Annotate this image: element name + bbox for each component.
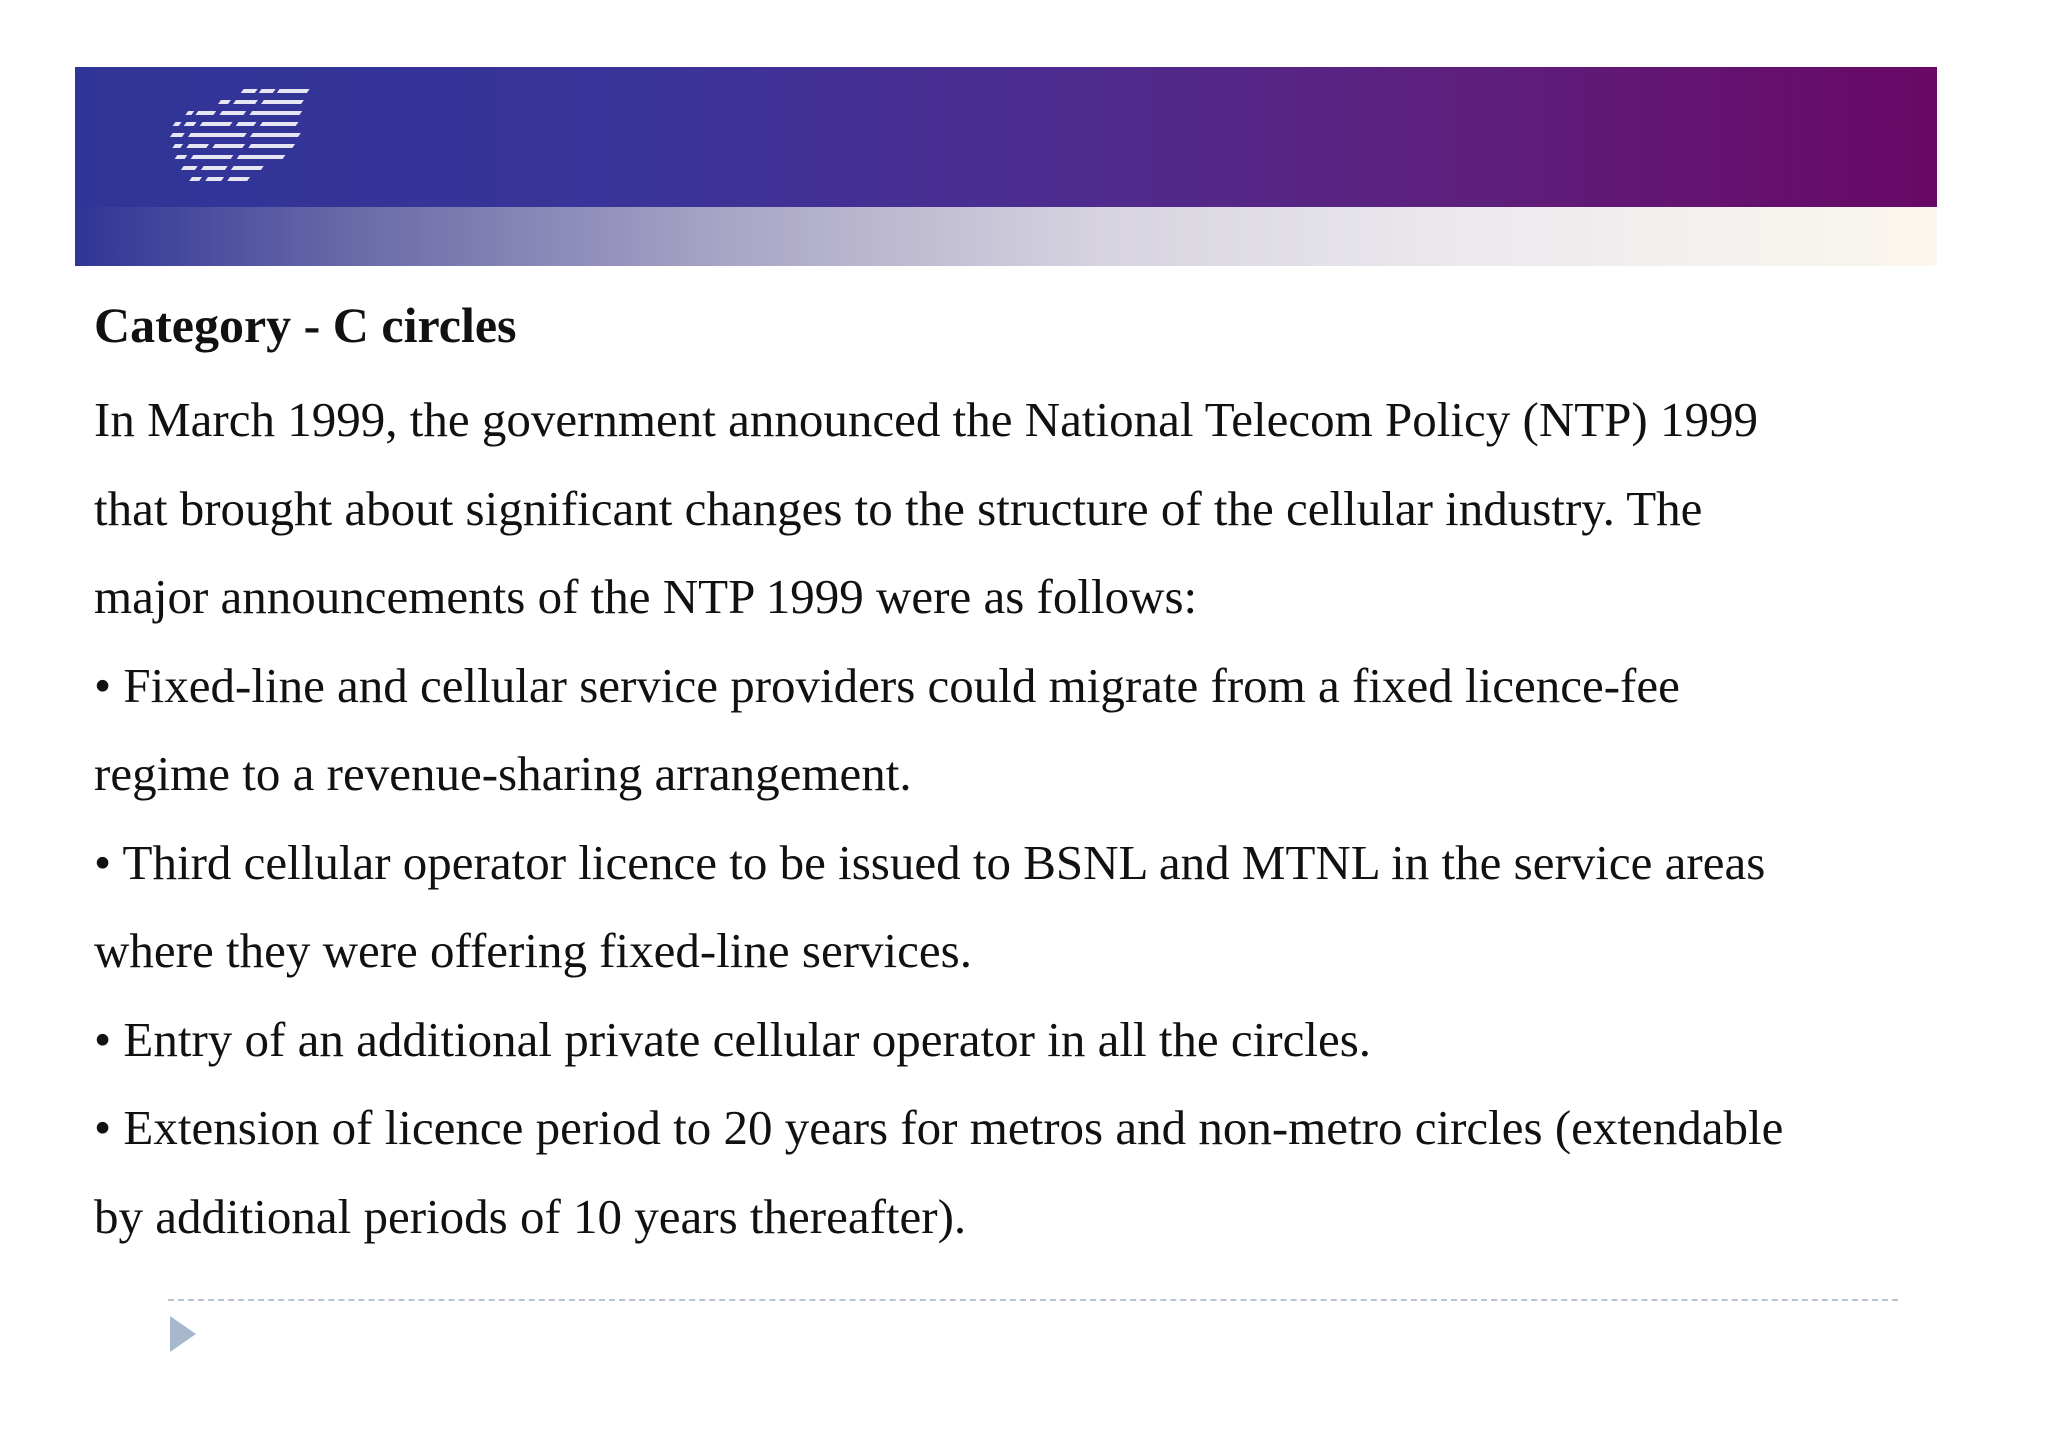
bullet-line-4-cont: by additional periods of 10 years thereafter). bbox=[94, 1188, 967, 1244]
bullet-line-1-cont: regime to a revenue-sharing arrangement. bbox=[94, 746, 912, 801]
slide-heading: Category - C circles bbox=[94, 297, 517, 353]
bullet-line-1: • Fixed-line and cellular service providers could migrate from a fixed licence-fee bbox=[94, 657, 1680, 713]
text-line-3: major announcements of the NTP 1999 were as follows: bbox=[94, 569, 1198, 624]
banner-top-band bbox=[75, 67, 1937, 207]
bullet-line-3: • Entry of an additional private cellular operator in all the circles. bbox=[94, 1011, 1372, 1067]
header-banner bbox=[75, 67, 1937, 266]
bullet-line-2: • Third cellular operator licence to be issued to BSNL and MTNL in the service areas bbox=[94, 834, 1766, 890]
play-arrow-icon bbox=[170, 1316, 196, 1352]
footer-divider bbox=[168, 1299, 1898, 1301]
bullet-line-2-cont: where they were offering fixed-line services. bbox=[94, 923, 972, 978]
banner-bottom-band bbox=[75, 207, 1937, 266]
slide-content bbox=[94, 290, 1974, 1261]
text-line-1: In March 1999, the government announced the National Telecom Policy (NTP) 1999 bbox=[94, 392, 1758, 447]
bullet-line-4: • Extension of licence period to 20 years for metros and non-metro circles (extendable bbox=[94, 1100, 1784, 1155]
text-line-2: that brought about significant changes to the structure of the cellular industry. The bbox=[94, 480, 1703, 536]
striped-lines-logo-icon bbox=[105, 87, 335, 197]
